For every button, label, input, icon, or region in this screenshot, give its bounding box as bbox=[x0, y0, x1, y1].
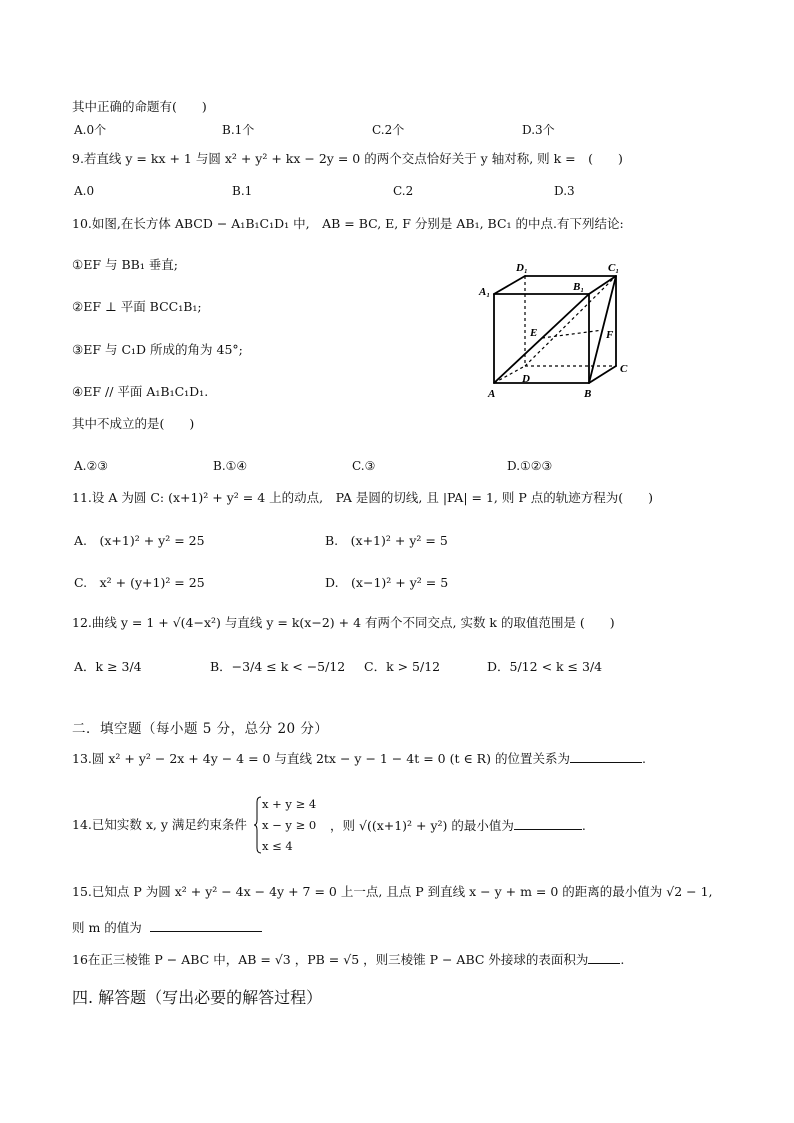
prev-option-b: B.1个 bbox=[222, 123, 255, 137]
label-a1: A₁ bbox=[479, 286, 491, 298]
label-b: B bbox=[584, 388, 592, 400]
q13-text: 13.圆 x² + y² − 2x + 4y − 4 = 0 与直线 2tx − y − 1 − 4t = 0 (t ∈ R) 的位置关系为 bbox=[72, 751, 570, 766]
q11-option-c: C. x² + (y+1)² = 25 bbox=[74, 575, 205, 590]
edge-a1-d1 bbox=[494, 276, 525, 294]
q16: 16在正三棱锥 P − ABC 中，AB = √3 ，PB = √5 ，则三棱锥 P − ABC 外接球的表面积为 . bbox=[72, 952, 625, 967]
q12-option-b: B．−3/4 ≤ k < −5/12 bbox=[210, 659, 346, 674]
q10-ask: 其中不成立的是( ) bbox=[72, 416, 195, 431]
q14-constraint-3: x ≤ 4 bbox=[262, 839, 293, 853]
left-brace-icon bbox=[254, 796, 262, 854]
q9-option-d: D.3 bbox=[554, 184, 575, 198]
q10-statement-1: ①EF 与 BB₁ 垂直; bbox=[72, 257, 179, 272]
q14-constraint-2: x − y ≥ 0 bbox=[262, 818, 317, 832]
label-e: E bbox=[530, 327, 538, 339]
q15-line-2 bbox=[72, 919, 262, 936]
q15-answer-blank[interactable] bbox=[150, 919, 262, 932]
q9-option-c: C.2 bbox=[393, 184, 414, 198]
q9-option-b: B.1 bbox=[232, 184, 253, 198]
q11-option-b: B. (x+1)² + y² = 5 bbox=[325, 533, 448, 548]
q12-option-d: D．5/12 < k ≤ 3/4 bbox=[487, 659, 603, 674]
hidden-segment-d-c1 bbox=[525, 276, 616, 366]
section-fill-in-heading: 二．填空题（每小题 5 分，总分 20 分） bbox=[72, 721, 329, 737]
prev-question-ask: 其中正确的命题有( ) bbox=[72, 99, 207, 114]
q10-statement-3: ③EF 与 C₁D 所成的角为 45°; bbox=[72, 342, 243, 357]
q10-option-c: C.③ bbox=[352, 459, 376, 473]
q9-option-a: A.0 bbox=[74, 184, 95, 198]
prev-option-a: A.0个 bbox=[74, 123, 107, 137]
q16-text: 16在正三棱锥 P − ABC 中，AB = √3 ，PB = √5 ，则三棱锥 P − ABC 外接球的表面积为 bbox=[72, 952, 589, 967]
cuboid-figure bbox=[470, 256, 640, 404]
q10-statement-2: ②EF ⊥ 平面 BCC₁B₁; bbox=[72, 299, 202, 314]
label-c: C bbox=[620, 363, 628, 375]
q10-option-b: B.①④ bbox=[213, 459, 248, 473]
q11-stem: 11.设 A 为圆 C: (x+1)² + y² = 4 上的动点, PA 是圆的切线, 且 |PA| = 1, 则 P 点的轨迹方程为( ) bbox=[72, 490, 653, 505]
q11-option-d: D. (x−1)² + y² = 5 bbox=[325, 575, 449, 590]
label-d: D bbox=[522, 373, 530, 385]
q14-after-text: ，则 √((x+1)² + y²) 的最小值为 bbox=[330, 818, 514, 833]
label-f: F bbox=[606, 329, 614, 341]
q10-option-a: A.②③ bbox=[74, 459, 108, 473]
q12-option-a: A．k ≥ 3/4 bbox=[74, 659, 142, 674]
q10-stem: 10.如图,在长方体 ABCD − A₁B₁C₁D₁ 中, AB = BC, E, F 分别是 AB₁, BC₁ 的中点.有下列结论: bbox=[72, 216, 624, 231]
segment-a-b1 bbox=[494, 294, 589, 383]
q11-option-a: A. (x+1)² + y² = 25 bbox=[74, 533, 205, 548]
q15-line-1: 15.已知点 P 为圆 x² + y² − 4x − 4y + 7 = 0 上一点, 且点 P 到直线 x − y + m = 0 的距离的最小值为 √2 − 1, bbox=[72, 884, 713, 899]
q15-line-2-text: 则 m 的值为 bbox=[72, 920, 142, 935]
prev-option-c: C.2个 bbox=[372, 123, 405, 137]
q12-option-c: C．k > 5/12 bbox=[364, 659, 441, 674]
q14-constraint-1: x + y ≥ 4 bbox=[262, 797, 317, 811]
q14-answer-blank[interactable] bbox=[514, 817, 582, 830]
q10-option-d: D.①②③ bbox=[507, 459, 553, 473]
q13: 13.圆 x² + y² − 2x + 4y − 4 = 0 与直线 2tx − y − 1 − 4t = 0 (t ∈ R) 的位置关系为 . bbox=[72, 751, 646, 766]
section-answer-heading: 四. 解答题（写出必要的解答过程） bbox=[72, 988, 323, 1007]
label-d1: D₁ bbox=[516, 262, 528, 274]
label-b1: B₁ bbox=[573, 281, 585, 293]
q12-stem: 12.曲线 y = 1 + √(4−x²) 与直线 y = k(x−2) + 4 有两个不同交点, 实数 k 的取值范围是 ( ) bbox=[72, 615, 615, 630]
q9-stem: 9.若直线 y = kx + 1 与圆 x² + y² + kx − 2y = 0 的两个交点恰好关于 y 轴对称, 则 k = ( ) bbox=[72, 151, 623, 166]
q16-answer-blank[interactable] bbox=[588, 951, 620, 964]
q13-answer-blank[interactable] bbox=[570, 750, 642, 763]
q14-after: ，则 √((x+1)² + y²) 的最小值为 . bbox=[330, 818, 586, 833]
label-a: A bbox=[488, 388, 496, 400]
label-c1: C₁ bbox=[608, 262, 620, 274]
q14-before: 14.已知实数 x, y 满足约束条件 bbox=[72, 817, 247, 832]
q10-statement-4: ④EF // 平面 A₁B₁C₁D₁. bbox=[72, 384, 209, 399]
hidden-segment-e-f bbox=[542, 330, 603, 338]
prev-option-d: D.3个 bbox=[522, 123, 555, 137]
